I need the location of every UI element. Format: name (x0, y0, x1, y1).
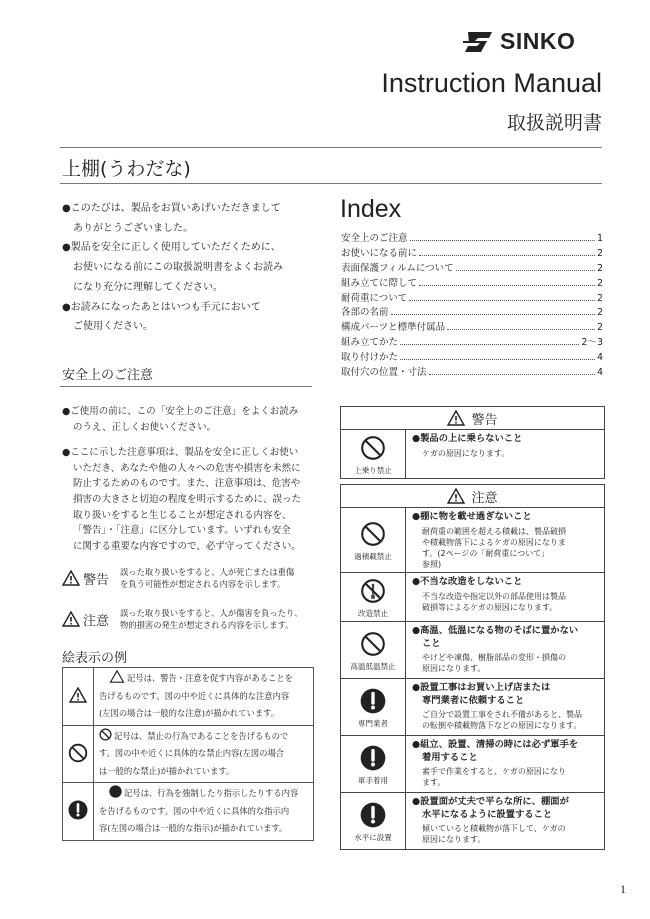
prohibition-icon (360, 521, 386, 547)
toc-row[interactable] (341, 319, 603, 334)
prohibition-icon (68, 743, 88, 763)
toc-label: 表面保護フィルムについて (341, 262, 454, 274)
item-text-line: やけどや凍傷、樹脂部品の変形・損傷の (422, 653, 566, 662)
caution-box (340, 484, 605, 850)
item-heading-line: 専門業者に依頼すること (422, 694, 525, 706)
toc-row[interactable] (341, 364, 603, 379)
warning-box-header (341, 407, 604, 430)
item-text (412, 591, 598, 613)
symbol-line: を告げるものです。図の中や近くに具体的な指示内 (99, 805, 290, 816)
item-heading (412, 739, 598, 764)
product-title: 上棚(うわだな) (62, 158, 191, 180)
legend-line: 誤った取り扱いをすると、人が傷害を負ったり、 (120, 608, 303, 618)
safety-line: ●ここに示した注意事項は、製品を安全に正しくお使い (62, 447, 299, 459)
title-japanese: 取扱説明書 (506, 112, 602, 134)
symbol-line: 告げるものです。図の中や近くに具体的な注意内容 (99, 690, 290, 701)
safety-line: ●ご使用の前に、この「安全上のご注意」をよくお読み (62, 406, 299, 417)
warning-triangle-icon (447, 410, 465, 426)
toc-page: 1 (596, 233, 603, 244)
intro-line: ご使用ください。 (73, 321, 153, 333)
toc-leader (391, 314, 595, 315)
safety-line: のうえ、正しくお使いください。 (73, 421, 217, 433)
divider (60, 386, 312, 387)
item-caption: 上乗り禁止 (354, 465, 392, 475)
toc-label: 耐荷重について (341, 292, 408, 304)
list-item (341, 679, 604, 736)
table-row (63, 783, 314, 841)
toc-page: 2 (596, 307, 603, 319)
item-heading-line: ●高温、低温になる物のそばに置かない (412, 625, 579, 636)
item-text-line: 傾いていると積載物が落下して、ケガの (422, 824, 566, 833)
brand-name: SINKO (500, 28, 576, 54)
item-body (406, 793, 604, 849)
item-text-line: 耐荷重の範囲を超える積載は、製品破損 (422, 526, 566, 536)
intro-text (62, 199, 312, 337)
no-modification-icon (360, 578, 386, 604)
item-icon-cell (341, 622, 406, 678)
intro-line: になり充分に理解してください。 (73, 281, 223, 293)
list-item (341, 622, 604, 679)
item-body (406, 679, 604, 735)
toc-row[interactable] (341, 230, 603, 245)
warning-box (340, 406, 605, 479)
toc-page: 2 (596, 262, 603, 274)
item-text (412, 652, 598, 674)
divider (60, 183, 602, 184)
item-icon-cell (341, 736, 406, 792)
toc-leader (447, 329, 595, 330)
item-heading-line: ●設置面が丈夫で平らな所に、棚面が (412, 796, 569, 807)
symbols-table (62, 667, 314, 841)
item-heading (412, 625, 598, 650)
legend-word: 警告 (83, 572, 110, 588)
item-heading: ●不当な改造をしないこと (412, 576, 523, 587)
symbol-line-text: 記号は、警告・注意を促す内容があることを (127, 673, 293, 683)
symbol-line: 容(左図の場合は一般的な指示)が描かれています。 (99, 823, 288, 833)
mandatory-icon (109, 785, 122, 798)
toc-label: 安全上のご注意 (341, 233, 408, 244)
item-icon-cell (341, 430, 406, 478)
symbol-cell (63, 668, 94, 726)
item-heading-line: 水平になるように設置すること (422, 808, 553, 820)
item-icon-cell (341, 793, 406, 849)
item-body (406, 508, 604, 572)
symbol-cell (63, 783, 94, 841)
toc-row[interactable] (341, 304, 603, 319)
divider (60, 147, 602, 148)
warning-triangle-icon (447, 488, 465, 504)
table-row (63, 668, 314, 726)
toc-page: 4 (596, 367, 603, 379)
toc-label: 各部の名前 (341, 307, 389, 319)
symbol-line (99, 728, 308, 746)
legend-caution (62, 607, 312, 631)
caution-box-title: 注意 (471, 490, 498, 506)
page-number: 1 (620, 882, 626, 896)
item-caption: 軍手着用 (358, 775, 388, 785)
item-caption: 過積載禁止 (354, 551, 392, 561)
mandatory-icon (360, 688, 386, 714)
prohibition-icon (99, 728, 112, 741)
symbol-line: す。図の中や近くに具体的な禁止内容(左図の場合 (99, 748, 285, 758)
legend-line: 誤った取り扱いをすると、人が死亡または重傷 (120, 567, 295, 577)
symbol-line (99, 670, 308, 688)
title-english: Instruction Manual (381, 68, 602, 98)
item-text-line: 原因になります。 (422, 664, 486, 674)
logo-mark-icon (462, 30, 496, 54)
item-text (412, 823, 598, 845)
index-title: Index (340, 195, 402, 223)
legend-word: 注意 (83, 613, 110, 629)
item-text (412, 766, 598, 788)
toc-page: 4 (596, 352, 603, 364)
toc-row[interactable] (341, 290, 603, 305)
item-icon-cell (341, 508, 406, 572)
toc-leader (429, 374, 595, 375)
item-icon-cell (341, 573, 406, 621)
intro-line: ●製品を安全に正しく使用していただくために、 (62, 242, 281, 254)
legend-warning (62, 566, 312, 590)
mandatory-icon (360, 802, 386, 828)
intro-line: ●お読みになったあとはいつも手元において (62, 301, 261, 313)
item-text: ケガの原因になります。 (422, 448, 510, 458)
intro-line: ありがとうございました。 (73, 222, 193, 234)
item-text-line: ます。 (422, 778, 446, 788)
safety-line: 「警告」・「注意」に区分しています。いずれも安全 (73, 525, 291, 537)
caution-box-header (341, 485, 604, 508)
intro-line: お使いになる前にこの取扱説明書をよくお読み (73, 262, 283, 274)
item-text-line: 破損等によるケガの原因になります。 (422, 602, 558, 612)
legend-description (120, 607, 303, 631)
safety-paragraph (62, 445, 312, 554)
toc-leader (400, 344, 579, 345)
warning-triangle-icon (62, 611, 80, 627)
list-item (341, 430, 604, 478)
safety-paragraph (62, 404, 312, 435)
item-text-line: や積載物落下によるケガの原因になりま (422, 537, 566, 547)
toc-page: 2 (596, 277, 603, 289)
item-text (412, 526, 598, 571)
item-caption: 水平に設置 (354, 832, 392, 842)
item-caption: 改造禁止 (358, 608, 388, 618)
prohibition-icon (360, 631, 386, 657)
safety-line: に関する重要な内容ですので、必ず守ってください。 (73, 540, 301, 552)
item-body (406, 622, 604, 678)
item-icon-cell (341, 679, 406, 735)
toc-row[interactable] (341, 260, 603, 275)
legend-line: 物的損害の発生が想定される内容を示します。 (120, 620, 294, 630)
item-text-line: ご自分で設置工事をされ不備があると、製品 (422, 710, 582, 719)
toc-page: 2 (596, 247, 603, 259)
toc-label: 構成パーツと標準付属品 (341, 322, 446, 334)
warning-box-title: 警告 (471, 412, 498, 428)
prohibition-icon (360, 435, 386, 461)
safety-line: いただき、あなたや他の人々への危害や損害を未然に (73, 462, 301, 474)
brand-logo (462, 28, 575, 55)
toc-leader (409, 300, 595, 301)
intro-line: ●このたびは、製品をお買いあげいただきまして (62, 203, 281, 214)
symbol-line-text: 記号は、行為を強制したり指示したりする内容 (124, 788, 299, 798)
toc-leader (419, 285, 595, 286)
safety-heading: 安全上のご注意 (62, 368, 154, 383)
item-text-line: 不当な改造や指定以外の部品使用は製品 (422, 591, 566, 601)
item-heading: ●製品の上に乗らないこと (412, 433, 523, 444)
item-body (406, 573, 604, 621)
symbol-description (94, 725, 314, 783)
item-text-line: 素手で作業をすると、ケガの原因になり (422, 767, 566, 776)
item-heading (412, 682, 598, 707)
symbol-cell (63, 725, 94, 783)
toc-label: 組み立てかた (341, 337, 399, 349)
item-text-line: す。(2ページの「耐荷重について」 (422, 548, 550, 558)
item-body (406, 430, 604, 478)
toc-label: 取り付けかた (341, 352, 399, 364)
symbol-line: (左図の場合は一般的な注意)が描かれています。 (99, 708, 280, 718)
toc-leader (419, 255, 595, 256)
list-item (341, 736, 604, 793)
item-body (406, 736, 604, 792)
item-heading-line: ●組立、設置、清掃の時には必ず軍手を (412, 739, 579, 750)
toc-page: 2 (596, 322, 603, 334)
safety-line: 防止するためのものです。また、注意事項は、危害や (73, 478, 301, 490)
item-heading: ●棚に物を載せ過ぎないこと (412, 511, 532, 522)
legend-symbol (62, 610, 110, 629)
legend-symbol (62, 569, 110, 588)
warning-triangle-icon (109, 670, 125, 683)
warning-triangle-icon (69, 687, 87, 703)
item-heading-line: 着用すること (422, 751, 478, 763)
table-row (63, 725, 314, 783)
toc-row[interactable] (341, 245, 603, 260)
toc-row[interactable] (341, 275, 603, 290)
safety-text (62, 404, 312, 564)
mandatory-icon (360, 745, 386, 771)
symbol-description (94, 668, 314, 726)
item-text (412, 709, 598, 731)
table-of-contents (341, 230, 603, 379)
toc-leader (410, 240, 595, 241)
item-heading-line: こと (422, 637, 441, 649)
toc-label: 取付穴の位置・寸法 (341, 367, 427, 379)
list-item (341, 793, 604, 849)
symbol-line (99, 785, 308, 803)
item-text-line: 参照) (422, 560, 442, 570)
legend-line: を負う可能性が想定される内容を示します。 (120, 579, 286, 589)
toc-row[interactable] (341, 349, 603, 364)
toc-page: 2〜3 (581, 337, 603, 349)
toc-page: 2 (596, 292, 603, 304)
safety-line: 損害の大きさと切迫の程度を明示するために、誤った (73, 493, 302, 505)
warning-triangle-icon (62, 570, 80, 586)
item-text-line: の転倒や積載物落下などの原因になります。 (422, 721, 582, 731)
item-heading-line: ●設置工事はお買い上げ店または (412, 682, 551, 693)
symbols-heading: 絵表示の例 (62, 651, 128, 666)
toc-leader (400, 359, 595, 360)
safety-line: 取り扱いをすると生じることが想定される内容を、 (73, 509, 292, 521)
symbol-description (94, 783, 314, 841)
symbol-line: は一般的な禁止)が描かれています。 (99, 765, 235, 776)
item-heading (412, 796, 598, 821)
toc-label: お使いになる前に (341, 247, 418, 259)
list-item (341, 508, 604, 573)
item-text-line: 原因になります。 (422, 835, 486, 845)
toc-row[interactable] (341, 334, 603, 349)
item-caption: 高温低温禁止 (350, 661, 396, 671)
symbol-line-text: 記号は、禁止の行為であることを告げるもので (114, 730, 289, 741)
list-item (341, 573, 604, 622)
mandatory-icon (68, 800, 88, 820)
toc-leader (456, 270, 595, 271)
toc-label: 組み立てに際して (341, 277, 418, 289)
legend-description (120, 566, 294, 590)
item-caption: 専門業者 (358, 718, 388, 728)
